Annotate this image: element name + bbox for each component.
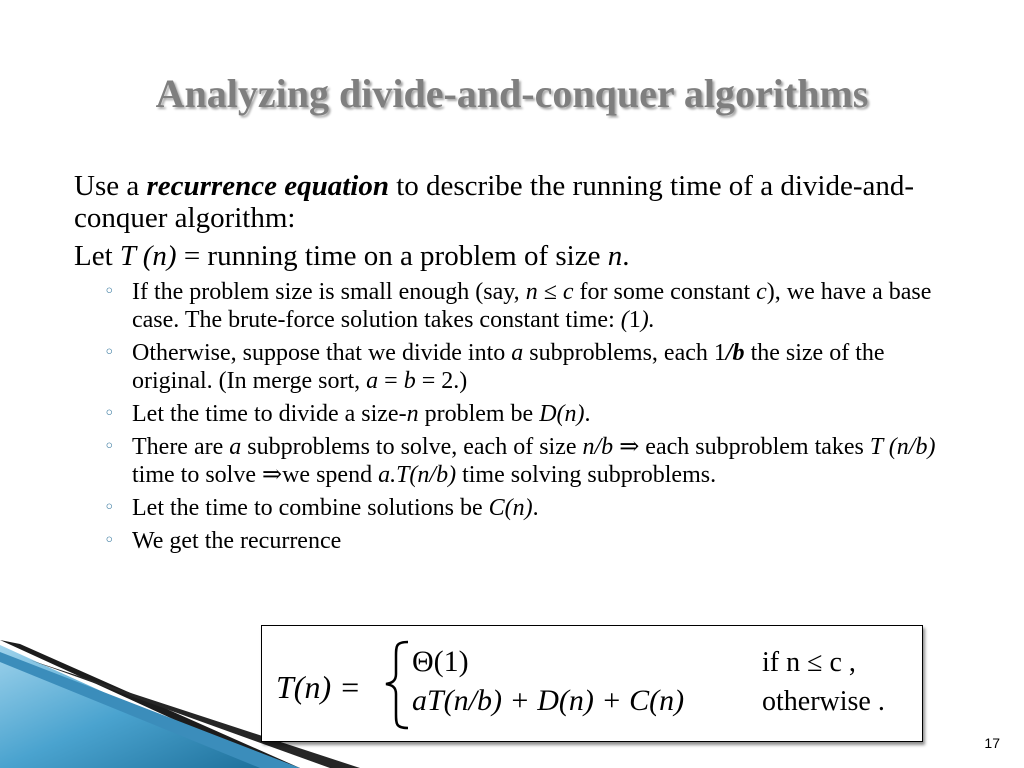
bullet-math: b — [403, 368, 416, 394]
bullet-math: n/b — [582, 434, 614, 460]
brace-icon — [386, 642, 408, 728]
bullet-item-combine — [104, 494, 964, 522]
let-n: n — [607, 240, 623, 272]
bullet-text: Otherwise, suppose that we divide into — [132, 340, 512, 366]
let-text-1: Let — [74, 240, 120, 272]
bullet-item-recurrence — [104, 527, 964, 555]
bullet-math: n ≤ c — [525, 279, 574, 305]
intro-text-1: Use a — [74, 170, 147, 202]
bullet-math: C(n) — [488, 495, 533, 521]
bullet-item-divide-time — [104, 400, 964, 428]
bullet-text: subproblems, each 1 — [523, 340, 726, 366]
bullet-text: Let the time to combine solutions be — [132, 495, 489, 521]
bullet-circle-icon: ◦ — [104, 403, 115, 424]
formula-graphic — [262, 626, 922, 741]
bullet-text: . — [584, 401, 591, 427]
bullet-math: a — [366, 368, 379, 394]
let-tn: T (n) — [119, 240, 177, 272]
bullet-math: /b — [725, 340, 745, 366]
let-paragraph — [74, 240, 964, 272]
bullet-list — [74, 278, 964, 555]
case1-condition: if n ≤ c , — [762, 647, 856, 678]
bullet-text: = — [378, 368, 404, 394]
bullet-text: problem be — [418, 401, 540, 427]
let-text-2: = running time on a problem of size — [176, 240, 608, 272]
bullet-item-base-case — [104, 278, 964, 334]
bullet-math: a.T(n/b) — [378, 462, 457, 488]
slide-body — [74, 170, 964, 560]
bullet-text: time solving subproblems. — [456, 462, 717, 488]
case1-expression: Θ(1) — [412, 645, 469, 678]
bullet-text: 1 — [628, 307, 641, 333]
bullet-math: D(n) — [539, 401, 585, 427]
bullet-math: a — [511, 340, 524, 366]
bullet-text: = 2.) — [415, 368, 468, 394]
formula-lhs: T(n) = — [276, 669, 361, 705]
bullet-circle-icon: ◦ — [104, 281, 115, 302]
page-number: 17 — [984, 735, 1000, 751]
bullet-text: There are — [132, 434, 230, 460]
bullet-item-subproblems — [104, 433, 964, 489]
bullet-text: If the problem size is small enough (say, — [132, 279, 526, 305]
bullet-text: . — [532, 495, 539, 521]
bullet-text: time to solve ⇒we spend — [132, 462, 379, 488]
bullet-circle-icon: ◦ — [104, 342, 115, 363]
bullet-text: the size of the original. (In merge sort, — [132, 340, 885, 394]
bullet-math: n — [406, 401, 419, 427]
bullet-circle-icon: ◦ — [104, 497, 115, 518]
bullet-math: ). — [640, 307, 655, 333]
case2-expression: aT(n/b) + D(n) + C(n) — [412, 684, 685, 717]
bullet-math: T (n/b) — [869, 434, 936, 460]
bullet-item-divide — [104, 339, 964, 395]
bullet-math: a — [229, 434, 242, 460]
intro-text-2: to describe the running time of a divide-and-conquer algorithm: — [74, 170, 915, 234]
bullet-text: subproblems to solve, each of size — [241, 434, 583, 460]
bullet-text: Let the time to divide a size- — [132, 401, 407, 427]
let-text-3: . — [622, 240, 630, 272]
bullet-text: We get the recurrence — [132, 528, 342, 554]
bullet-text: ), we have a base case. The brute-force solution takes constant time: — [132, 279, 932, 333]
slide-title: Analyzing divide-and-conquer algorithms — [155, 71, 869, 116]
case2-condition: otherwise . — [762, 686, 885, 717]
bullet-math: c — [756, 279, 767, 305]
recurrence-formula — [261, 625, 923, 742]
bullet-circle-icon: ◦ — [104, 436, 115, 457]
bullet-math: ( — [620, 307, 629, 333]
intro-paragraph — [74, 170, 964, 234]
bullet-text: ⇒ each subproblem takes — [613, 434, 870, 460]
bullet-circle-icon: ◦ — [104, 530, 115, 551]
bullet-text: for some constant — [573, 279, 757, 305]
intro-emphasis: recurrence equation — [146, 170, 389, 202]
